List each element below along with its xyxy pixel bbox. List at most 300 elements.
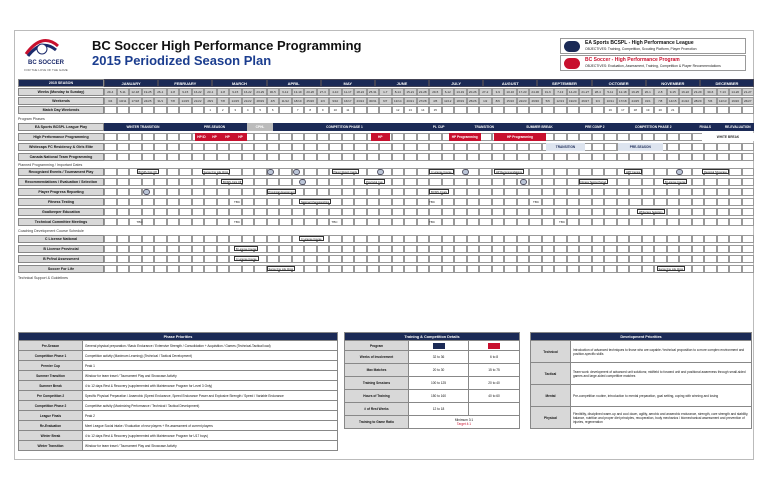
grid-cell xyxy=(142,265,155,273)
grid-cell: 9-15 xyxy=(229,88,242,96)
grid-cell xyxy=(342,133,355,141)
grid-cell xyxy=(629,218,642,226)
grid-cell xyxy=(529,168,542,176)
grid-cell xyxy=(104,245,117,253)
grid-cell xyxy=(467,208,480,216)
grid-cell xyxy=(504,178,517,186)
grid-cell xyxy=(404,168,417,176)
hpp-value: 15 to 75 xyxy=(469,364,520,377)
grid-cell xyxy=(117,168,130,176)
grid-cell: 21/22 xyxy=(242,97,255,105)
grid-cell xyxy=(379,143,392,151)
grid-cell xyxy=(292,133,305,141)
grid-cell xyxy=(342,255,355,263)
month-header: SEPTEMBER xyxy=(537,79,591,87)
grid-cell xyxy=(542,245,555,253)
grid-cell: 4-10 xyxy=(329,88,342,96)
grid-cell xyxy=(304,255,317,263)
grid-cell xyxy=(167,208,180,216)
grid-cell xyxy=(242,188,255,196)
grid-cell xyxy=(317,153,330,161)
grid-cell xyxy=(479,218,492,226)
grid-cell xyxy=(292,143,305,151)
grid-cell xyxy=(304,143,317,151)
grid-cell xyxy=(442,245,455,253)
grid-cell xyxy=(154,208,167,216)
grid-cell xyxy=(179,245,192,253)
phase-description: Peak 1 xyxy=(83,361,338,371)
phase-priority-row xyxy=(19,391,338,401)
grid-cell xyxy=(117,106,130,114)
training-details-table xyxy=(344,332,520,429)
grid-cell: 21/22 xyxy=(679,97,692,105)
grid-cell xyxy=(604,245,617,253)
month-header: MAY xyxy=(321,79,375,87)
grid-cell: 24/25 xyxy=(142,97,155,105)
grid-cell xyxy=(317,218,330,226)
grid-cell xyxy=(467,153,480,161)
grid-cell: 10/11 xyxy=(117,97,130,105)
grid-cell xyxy=(192,265,205,273)
development-priorities-table xyxy=(530,332,752,429)
grid-cell xyxy=(654,245,667,253)
grid-cell xyxy=(154,255,167,263)
grid-cell xyxy=(117,188,130,196)
grid-cell: 23-29 xyxy=(254,88,267,96)
grid-cell xyxy=(417,133,430,141)
grid-cell xyxy=(429,153,442,161)
section-label: Program Phases xyxy=(18,117,45,121)
coaching-row xyxy=(18,255,754,263)
grid-cell xyxy=(729,218,742,226)
month-header: DECEMBER xyxy=(700,79,754,87)
row-cells xyxy=(104,198,754,206)
grid-cell xyxy=(529,153,542,161)
grid-cell xyxy=(304,133,317,141)
phase-bar: RE-EVALUATION xyxy=(722,123,755,131)
match-day-row xyxy=(18,106,754,114)
grid-cell xyxy=(279,143,292,151)
grid-cell xyxy=(692,235,705,243)
grid-cell xyxy=(379,208,392,216)
phase-priority-row xyxy=(19,411,338,421)
grid-cell xyxy=(342,218,355,226)
development-description: Pre-competition routine, introduction to mental preparation, goal setting, coping with winning and losing xyxy=(571,385,752,407)
grid-cell: 28/29 xyxy=(692,97,705,105)
grid-cell: 7 xyxy=(292,106,305,114)
grid-cell xyxy=(679,198,692,206)
grid-cell xyxy=(667,235,680,243)
grid-cell xyxy=(304,153,317,161)
grid-cell xyxy=(717,255,730,263)
program-row xyxy=(18,143,754,151)
event-logo-icon xyxy=(267,169,274,175)
grid-cell xyxy=(392,168,405,176)
grid-cell xyxy=(392,178,405,186)
grid-cell xyxy=(117,133,130,141)
grid-cell xyxy=(354,198,367,206)
row-label: Whitecaps FC Residency & Girls Elite xyxy=(18,143,104,151)
grid-cell xyxy=(729,106,742,114)
grid-cell xyxy=(454,106,467,114)
development-row xyxy=(531,341,752,363)
legend-title: BC Soccer - High Performance Program xyxy=(585,57,680,63)
hpp-value: 6 to 8 xyxy=(469,351,520,364)
grid-cell: 31-6 xyxy=(542,88,555,96)
grid-cell: 21-27 xyxy=(742,88,755,96)
training-detail-row xyxy=(345,390,520,403)
grid-cell xyxy=(117,245,130,253)
grid-cell xyxy=(342,235,355,243)
grid-cell xyxy=(154,153,167,161)
grid-cell xyxy=(204,153,217,161)
phase-bar: WHITE BREAK xyxy=(702,133,754,141)
event-logo-icon xyxy=(293,169,300,175)
row-label: Canada National Team Programming xyxy=(18,153,104,161)
grid-cell xyxy=(529,235,542,243)
grid-cell: 6-12 xyxy=(279,88,292,96)
grid-cell xyxy=(554,198,567,206)
row-cells xyxy=(104,133,754,141)
grid-cell xyxy=(554,188,567,196)
row-label: Technical Committee Meetings xyxy=(18,218,104,226)
grid-cell: 28/1 xyxy=(204,97,217,105)
grid-cell xyxy=(629,265,642,273)
grid-cell xyxy=(279,218,292,226)
grid-cell xyxy=(254,208,267,216)
grid-cell xyxy=(542,188,555,196)
grid-cell xyxy=(417,245,430,253)
grid-cell xyxy=(717,218,730,226)
grid-cell xyxy=(242,208,255,216)
grid-cell xyxy=(154,218,167,226)
grid-cell xyxy=(517,106,530,114)
grid-cell xyxy=(217,255,230,263)
event-row xyxy=(18,178,754,186)
event-note: HP Recommendations xyxy=(496,171,522,174)
grid-cell xyxy=(379,235,392,243)
grid-cell xyxy=(579,208,592,216)
grid-cell xyxy=(392,265,405,273)
grid-cell xyxy=(479,198,492,206)
grid-cell xyxy=(204,198,217,206)
grid-cell xyxy=(104,178,117,186)
grid-cell xyxy=(679,133,692,141)
grid-cell xyxy=(654,168,667,176)
grid-cell xyxy=(304,245,317,253)
grid-cell xyxy=(492,235,505,243)
tbc-label: TBC xyxy=(234,220,240,224)
grid-cell xyxy=(317,245,330,253)
grid-cell xyxy=(167,235,180,243)
grid-cell xyxy=(667,198,680,206)
phase-name: Pre-Season xyxy=(19,341,83,351)
phase-priorities-table xyxy=(18,332,338,451)
grid-cell xyxy=(117,265,130,273)
grid-cell: 1/2 xyxy=(479,97,492,105)
grid-cell xyxy=(529,178,542,186)
phase-priorities-header: Phase Priorities xyxy=(19,333,338,341)
weekends-row xyxy=(18,97,754,105)
row-label: Weeks (Monday to Sunday) xyxy=(18,88,104,96)
coaching-note: Soccer For Life Clinic xyxy=(268,268,294,271)
grid-cell: 20 xyxy=(654,106,667,114)
grid-cell xyxy=(304,188,317,196)
grid-cell xyxy=(329,188,342,196)
event-logo-icon xyxy=(299,179,306,185)
org-name: BC SOCCER xyxy=(27,60,64,66)
grid-cell xyxy=(592,218,605,226)
grid-cell: 22/23 xyxy=(517,97,530,105)
event-note: Whitecaps Selection xyxy=(639,211,663,214)
grid-cell: 26-1 xyxy=(154,88,167,96)
grid-cell xyxy=(667,143,680,151)
grid-cell xyxy=(167,178,180,186)
grid-cell xyxy=(742,168,755,176)
tbc-label: TBC xyxy=(559,220,565,224)
grid-cell xyxy=(267,235,280,243)
grid-cell: 9 xyxy=(317,106,330,114)
grid-cell xyxy=(392,153,405,161)
grid-cell: 29/30 xyxy=(529,97,542,105)
tbc-label: TBC xyxy=(429,220,435,224)
grid-cell xyxy=(367,106,380,114)
grid-cell: 21-27 xyxy=(579,88,592,96)
grid-cell xyxy=(517,245,530,253)
grid-cell: 12 xyxy=(392,106,405,114)
grid-cell: 13-19 xyxy=(454,88,467,96)
grid-cell xyxy=(617,235,630,243)
grid-cell xyxy=(604,153,617,161)
grid-cell xyxy=(404,153,417,161)
grid-cell xyxy=(742,143,755,151)
grid-cell xyxy=(179,143,192,151)
grid-cell xyxy=(692,265,705,273)
grid-cell xyxy=(229,208,242,216)
grid-cell xyxy=(479,168,492,176)
grid-cell: 10/11 xyxy=(604,97,617,105)
weeks-row xyxy=(18,88,754,96)
grid-cell: 18/19 xyxy=(454,97,467,105)
grid-cell xyxy=(104,133,117,141)
grid-cell xyxy=(617,218,630,226)
grid-cell xyxy=(154,265,167,273)
grid-cell xyxy=(329,265,342,273)
grid-cell xyxy=(479,153,492,161)
grid-cell: 11/12 xyxy=(442,97,455,105)
grid-cell xyxy=(129,208,142,216)
grid-cell xyxy=(729,188,742,196)
grid-cell xyxy=(429,133,442,141)
grid-cell: 4 xyxy=(242,106,255,114)
grid-cell xyxy=(592,235,605,243)
grid-cell xyxy=(367,255,380,263)
grid-cell: 18/19 xyxy=(292,97,305,105)
coaching-row xyxy=(18,265,754,273)
grid-cell xyxy=(404,245,417,253)
grid-cell xyxy=(317,208,330,216)
grid-cell xyxy=(567,153,580,161)
development-row xyxy=(531,407,752,429)
grid-cell xyxy=(592,106,605,114)
grid-cell xyxy=(617,198,630,206)
grid-cell xyxy=(617,133,630,141)
grid-cell xyxy=(267,245,280,253)
grid-cell xyxy=(404,143,417,151)
grid-cell xyxy=(254,235,267,243)
section-label: Technical Support & Guidelines xyxy=(18,276,68,280)
grid-cell xyxy=(454,143,467,151)
legend-subtitle: OBJECTIVES: Training, Competition, Scouting Platform, Player Promotion xyxy=(585,47,697,51)
phase-name: Summer Transition xyxy=(19,371,83,381)
grid-cell xyxy=(342,143,355,151)
grid-cell xyxy=(192,218,205,226)
phase-bar: HP xyxy=(221,133,234,141)
grid-cell: 30-6 xyxy=(704,88,717,96)
row-cells xyxy=(104,143,754,151)
grid-cell: 21 xyxy=(667,106,680,114)
grid-cell xyxy=(592,143,605,151)
phase-bar: CPHL xyxy=(247,123,273,131)
grid-cell xyxy=(529,188,542,196)
grid-cell xyxy=(142,245,155,253)
grid-cell: 5-11 xyxy=(117,88,130,96)
grid-cell xyxy=(567,208,580,216)
grid-cell xyxy=(517,198,530,206)
grid-cell xyxy=(342,178,355,186)
grid-cell xyxy=(517,208,530,216)
grid-cell xyxy=(442,235,455,243)
grid-cell xyxy=(642,265,655,273)
event-note: B License Course xyxy=(665,181,686,184)
grid-cell xyxy=(442,153,455,161)
grid-cell: 14/15 xyxy=(179,97,192,105)
grid-cell xyxy=(304,168,317,176)
grid-cell: 12-18 xyxy=(129,88,142,96)
grid-cell xyxy=(492,218,505,226)
grid-cell xyxy=(429,245,442,253)
grid-cell xyxy=(329,143,342,151)
grid-cell xyxy=(117,235,130,243)
grid-cell xyxy=(404,198,417,206)
grid-cell xyxy=(504,265,517,273)
grid-cell xyxy=(504,143,517,151)
grid-cell xyxy=(629,198,642,206)
grid-cell xyxy=(354,106,367,114)
grid-cell: 20/21 xyxy=(404,97,417,105)
phase-name: Summer Break xyxy=(19,381,83,391)
grid-cell xyxy=(529,218,542,226)
grid-cell xyxy=(204,245,217,253)
grid-cell xyxy=(567,168,580,176)
development-area: Tactical xyxy=(531,363,571,385)
grid-cell xyxy=(667,133,680,141)
grid-cell xyxy=(267,198,280,206)
grid-cell: 14 xyxy=(417,106,430,114)
phase-bar: HP ID xyxy=(195,133,208,141)
grid-cell xyxy=(192,153,205,161)
grid-cell xyxy=(329,235,342,243)
grid-cell xyxy=(492,143,505,151)
grid-cell xyxy=(254,153,267,161)
grid-cell: 4/5 xyxy=(429,97,442,105)
detail-label: Max Matches xyxy=(345,364,409,377)
grid-cell xyxy=(729,153,742,161)
grid-cell: 11/12 xyxy=(279,97,292,105)
grid-cell: 5/6 xyxy=(704,97,717,105)
grid-cell xyxy=(117,218,130,226)
bcspl-value: Minimum 3:1 Target 4:1 xyxy=(409,416,520,429)
grid-cell xyxy=(642,188,655,196)
grid-cell xyxy=(217,265,230,273)
month-header: MARCH xyxy=(212,79,266,87)
grid-cell xyxy=(104,198,117,206)
grid-cell xyxy=(504,218,517,226)
grid-cell xyxy=(354,133,367,141)
grid-cell xyxy=(492,178,505,186)
grid-cell xyxy=(329,255,342,263)
bcspl-value: 20 to 30 xyxy=(409,364,469,377)
grid-cell xyxy=(567,245,580,253)
grid-cell xyxy=(579,133,592,141)
grid-cell xyxy=(167,255,180,263)
grid-cell xyxy=(742,188,755,196)
grid-cell xyxy=(392,208,405,216)
grid-cell xyxy=(692,153,705,161)
tbc-label: TBC xyxy=(429,200,435,204)
grid-cell xyxy=(204,265,217,273)
grid-cell xyxy=(217,235,230,243)
grid-cell: 8-14 xyxy=(392,88,405,96)
grid-cell xyxy=(342,245,355,253)
coaching-note: C License Course xyxy=(236,258,257,261)
training-details-header: Training & Competition Details xyxy=(345,333,520,341)
grid-cell: 20-26 xyxy=(304,88,317,96)
grid-cell xyxy=(542,198,555,206)
phase-description: Competition activity (Maximum Learning) (Technical / Tactical Development) xyxy=(83,351,338,361)
event-note: Fitness Testing Period xyxy=(580,181,606,184)
grid-cell xyxy=(242,235,255,243)
grid-cell xyxy=(604,143,617,151)
grid-cell xyxy=(579,235,592,243)
grid-cell xyxy=(692,245,705,253)
grid-cell xyxy=(442,218,455,226)
grid-cell xyxy=(279,106,292,114)
tbc-label: TBC xyxy=(331,220,338,224)
grid-cell xyxy=(167,218,180,226)
grid-cell xyxy=(742,265,755,273)
development-description: Flexibility, disciplined warm-up and cool down, agility, aerobic and anaerobic endurance, strength, core strength and stability, balance, nutrition and proper diet principles, recuperation, body mechanics / biomechanical assessment and prevention of injuries, regeneration xyxy=(571,407,752,429)
grid-cell xyxy=(742,153,755,161)
grid-cell xyxy=(392,188,405,196)
grid-cell xyxy=(704,178,717,186)
event-note: Soccer For Life Clinic xyxy=(203,171,229,174)
grid-cell xyxy=(442,198,455,206)
grid-cell xyxy=(379,255,392,263)
grid-cell xyxy=(142,235,155,243)
grid-cell xyxy=(517,265,530,273)
grid-cell xyxy=(129,198,142,206)
grid-cell: 9-15 xyxy=(179,88,192,96)
grid-cell xyxy=(204,235,217,243)
grid-cell xyxy=(354,218,367,226)
grid-cell xyxy=(479,178,492,186)
grid-cell xyxy=(367,153,380,161)
grid-cell xyxy=(379,106,392,114)
grid-cell xyxy=(417,208,430,216)
grid-cell xyxy=(729,198,742,206)
phase-description: General physical preparation / Basic Endurance / Extensive Strength / Consolidation + Acquisition / Games (Technical-Tactical load) xyxy=(83,341,338,351)
